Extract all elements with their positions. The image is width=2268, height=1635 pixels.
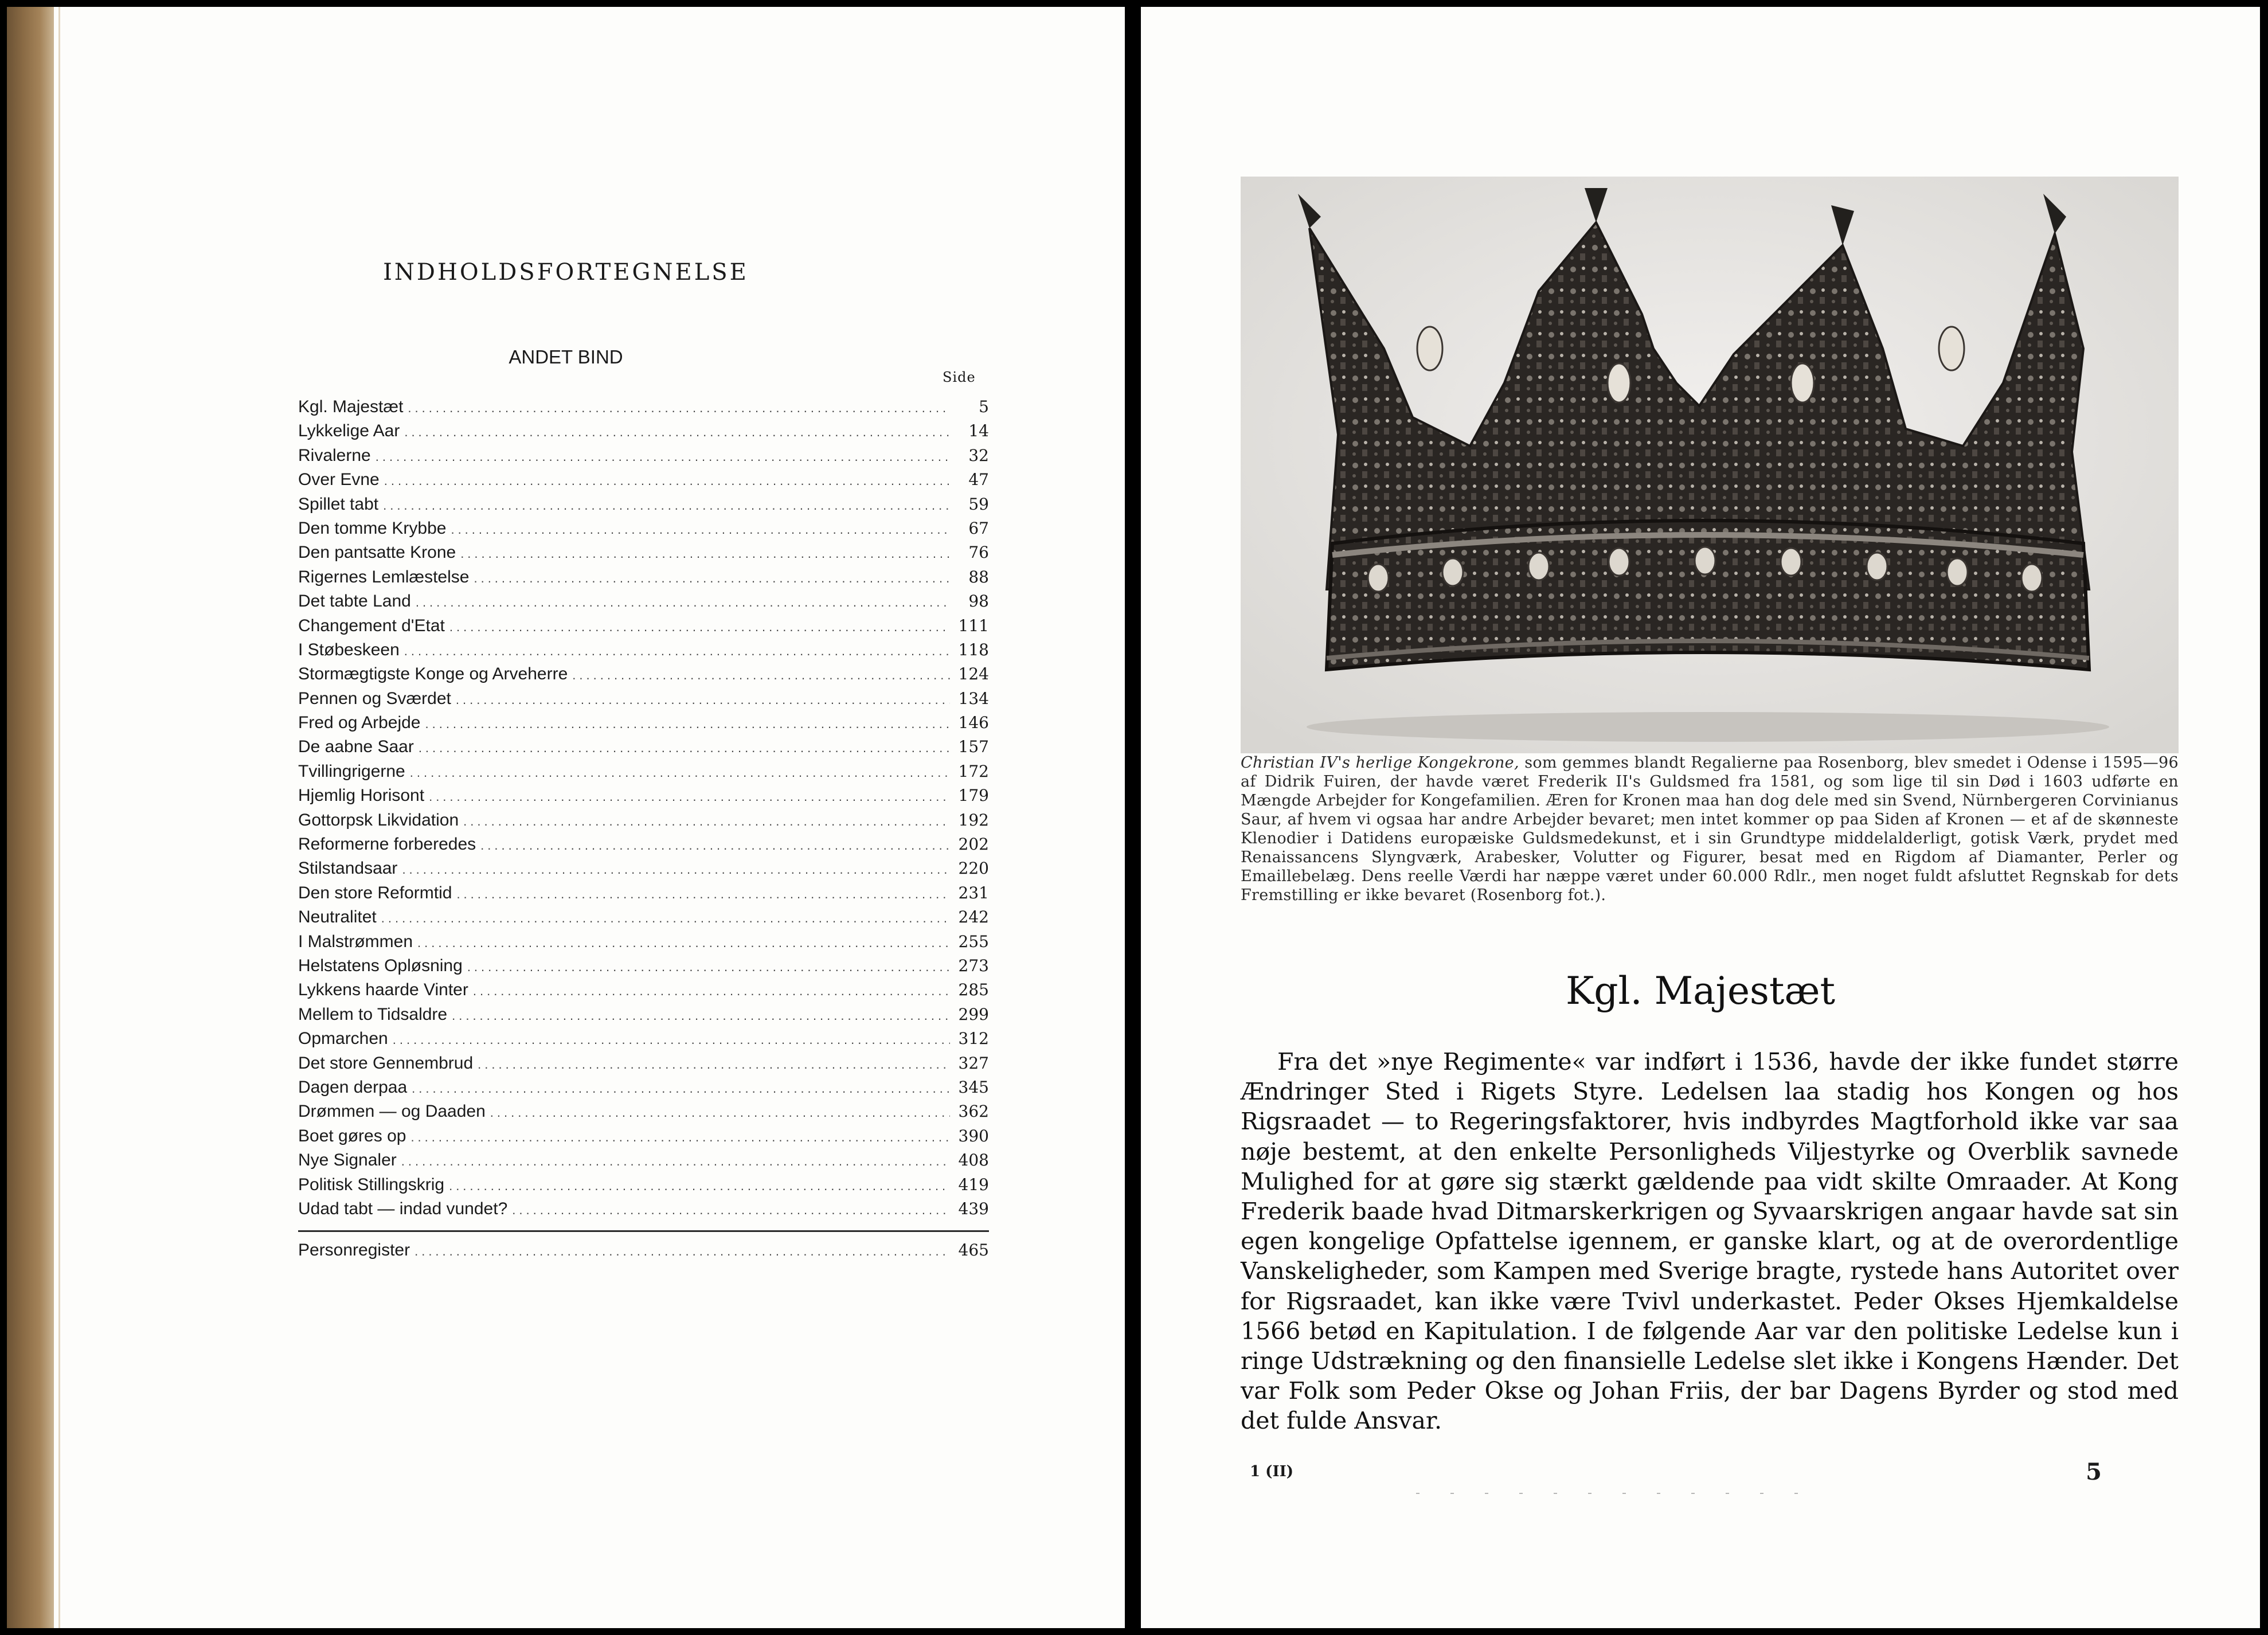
toc-entry: [298, 784, 989, 808]
toc-entry: [298, 517, 989, 541]
toc-entry-title: Helstatens Opløsning: [298, 956, 463, 975]
chapter-title: Kgl. Majestæt: [1565, 969, 1836, 1013]
toc-entry: [298, 881, 989, 905]
toc-entry: [298, 541, 989, 565]
toc-entry: [298, 954, 989, 978]
toc-entry-title: Stilstandsaar: [298, 859, 398, 878]
toc-entry: [298, 638, 989, 662]
toc-leader-dots: [452, 1004, 950, 1028]
caption-text: som gemmes blandt Regalierne paa Rosenborg, blev smedet i Odense i 1595—96 af Didrik Fuiren, der havde været Frederik II's Guldsmed fra 1581, og som lige til sin Død i 1603 udførte en Mængde Arbejder for Kongefamilien. Æren for Kronen maa han dog dele med sin Svend, Nürnbergeren Corvinianus Saur, af hvem vi ogsaa har andre Arbejder bevaret; men intet kommer op paa Siden af Kronen — et af de skønneste Klenodier i Datidens europæiske Guldsmedekunst, et i sin Grundtype middelalderligt, gotisk Værk, prydet med Renaissancens Slyngværk, Arabesker, Volutter og Figurer, besat med en Rigdom af Diamanter, Perler og Emaillebelæg. Dens reelle Værdi har næppe været under 60.000 Rdlr., men noget fuldt afsluttet Regnskab for dets Fremstilling er ikke bevaret (Rosenborg fot.).: [1241, 754, 2179, 904]
toc-entry-title: Lykkens haarde Vinter: [298, 980, 468, 1000]
toc-entry-page: 111: [958, 616, 989, 635]
bottom-marks: [1416, 1493, 1817, 1494]
toc-leader-dots: [480, 834, 950, 858]
toc-entry-title: Personregister: [298, 1241, 410, 1260]
toc-entry-title: Opmarchen: [298, 1029, 388, 1049]
toc-entry-page: 231: [958, 883, 989, 902]
toc-list: [298, 395, 989, 1221]
toc-entry: [298, 1100, 989, 1124]
page-number: 5: [2086, 1458, 2102, 1485]
toc-entry: [298, 905, 989, 929]
toc-leader-dots: [512, 1198, 950, 1222]
toc-leader-dots: [456, 882, 950, 906]
toc-leader-dots: [416, 590, 950, 615]
toc-leader-dots: [384, 469, 950, 493]
toc-entry: [298, 565, 989, 589]
toc-leader-dots: [490, 1101, 950, 1125]
toc-entry-page: 362: [958, 1102, 989, 1121]
toc-leader-dots: [404, 420, 950, 444]
toc-leader-dots: [425, 712, 950, 736]
toc-entry: [298, 589, 989, 613]
toc-leader-dots: [415, 1239, 950, 1264]
toc-entry-title: Nye Signaler: [298, 1151, 397, 1170]
toc-leader-dots: [410, 1125, 950, 1149]
toc-entry-title: Rivalerne: [298, 445, 371, 465]
toc-leader-dots: [410, 761, 950, 785]
toc-entry: [298, 492, 989, 517]
binding-edge: [58, 7, 60, 1628]
toc-entry: [298, 444, 989, 468]
toc-entry-page: 465: [958, 1241, 989, 1260]
toc-entry: [298, 614, 989, 638]
toc-entry-page: 439: [958, 1199, 989, 1218]
toc-entry-page: 255: [958, 932, 989, 951]
caption-italic: Christian IV's herlige Kongekrone,: [1241, 754, 1519, 772]
toc-entry-page: 59: [968, 494, 989, 514]
toc-entry-page: 327: [958, 1053, 989, 1073]
toc-leader-dots: [467, 955, 950, 979]
toc-entry: [298, 1027, 989, 1051]
toc-entry-title: Politisk Stillingskrig: [298, 1175, 445, 1194]
body-paragraph: Fra det »nye Regimente« var indført i 1536, havde der ikke fundet større Ændringer Sted i Rigets Styre. Ledelsen laa stadig hos Kongen og hos Rigsraadet — to Regeringsfaktorer, hvis indbyrdes Magtforhold ikke var saa nøje bestemt, at den enkelte Personligheds Viljestyrke og Overblik savnede Mulighed for at gøre sig stærkt gældende paa vidt skilte Omraader. At Kong Frederik baade hvad Ditmarskerkrigen og Syvaarskrigen angaar havde sat sin egen kongelige Opfattelse igennem, er ganske klart, og at de overordentlige Vanskeligheder, som Kampen med Sverige bragte, rystede hans Autoritet over for Rigsraadet, kan ikke være Tvivl underkastet. Peder Okses Hjemkaldelse 1566 betød en Kapitulation. I de følgende Aar var den politiske Ledelse kun i ringe Udstrækning og den finansielle Ledelse slet ikke i Kongens Hænder. Det var Folk som Peder Okse og Johan Friis, der bar Dagens Byrder og stod med det fulde Ansvar.: [1241, 1048, 2179, 1435]
toc-entry: [298, 1075, 989, 1100]
toc-leader-dots: [404, 639, 950, 663]
toc-entry-title: Udad tabt — indad vundet?: [298, 1199, 508, 1218]
left-page: [7, 7, 1125, 1628]
toc-divider: [298, 1230, 989, 1232]
toc-entry-page: 76: [968, 543, 989, 562]
toc-entry-page: 179: [958, 786, 989, 805]
toc-entry-title: Gottorpsk Likvidation: [298, 810, 459, 830]
toc-entry-title: Boet gøres op: [298, 1126, 406, 1145]
toc-leader-dots: [383, 494, 950, 518]
toc-entry-title: Mellem to Tidsaldre: [298, 1004, 448, 1024]
toc-entry-title: Det tabte Land: [298, 592, 411, 611]
toc-entry-title: Kgl. Majestæt: [298, 397, 404, 416]
toc-entry: [298, 735, 989, 759]
toc-entry-title: I Malstrømmen: [298, 932, 413, 951]
toc-entry-title: Fred og Arbejde: [298, 713, 421, 733]
toc-leader-dots: [401, 1149, 950, 1174]
toc-entry-page: 5: [979, 397, 989, 416]
toc-entry-title: I Støbeskeen: [298, 640, 400, 659]
toc-entry: [298, 468, 989, 492]
toc-leader-dots: [419, 736, 950, 760]
toc-entry: [298, 687, 989, 711]
toc-leader-dots: [449, 1174, 950, 1198]
toc-leader-dots: [408, 396, 950, 420]
toc-entry-page: 146: [958, 713, 989, 733]
toc-entry-title: Stormægtigste Konge og Arveherre: [298, 664, 568, 684]
toc-entry-title: Tvillingrigerne: [298, 761, 405, 781]
toc-entry-page: 88: [968, 567, 989, 586]
toc-entry-title: Lykkelige Aar: [298, 421, 400, 441]
toc-entry: [298, 978, 989, 1002]
toc-leader-dots: [456, 688, 950, 712]
toc-entry-title: Dagen derpaa: [298, 1077, 408, 1097]
toc-entry: [298, 856, 989, 881]
toc-entry-title: Drømmen — og Daaden: [298, 1102, 486, 1121]
toc-leader-dots: [429, 785, 950, 809]
toc-entry-page: 67: [968, 518, 989, 538]
toc-entry-title: Den tomme Krybbe: [298, 518, 447, 538]
toc-entry-page: 345: [958, 1077, 989, 1097]
toc-leader-dots: [412, 1077, 950, 1101]
toc-entry: [298, 662, 989, 686]
toc-entry-page: 202: [958, 835, 989, 854]
toc-entry-page: 285: [958, 980, 989, 1000]
crown-photograph: [1241, 177, 2179, 753]
toc-entry: [298, 760, 989, 784]
right-page: [1141, 7, 2260, 1628]
toc-entry: [298, 1173, 989, 1197]
toc-entry-page: 408: [958, 1151, 989, 1170]
toc-entry: [298, 1124, 989, 1148]
toc-entry: [298, 1148, 989, 1172]
photo-caption: [1241, 753, 2179, 905]
toc-entry: [298, 395, 989, 419]
book-binding: [7, 7, 54, 1628]
toc-entry-page: 419: [958, 1175, 989, 1194]
toc-leader-dots: [460, 542, 950, 566]
toc-entry-title: Pennen og Sværdet: [298, 689, 451, 708]
toc-leader-dots: [474, 566, 950, 590]
toc-entry-page: 134: [958, 689, 989, 708]
toc-leader-dots: [478, 1053, 950, 1077]
toc-entry-page: 47: [968, 470, 989, 490]
toc-subtitle: ANDET BIND: [509, 346, 623, 367]
toc-entry: [298, 930, 989, 954]
toc-entry-page: 172: [958, 761, 989, 781]
toc-entry-page: 299: [958, 1004, 989, 1024]
toc-entry-page: 98: [968, 592, 989, 611]
toc-entry-page: 32: [968, 445, 989, 465]
toc-entry-page: 390: [958, 1126, 989, 1145]
toc-leader-dots: [393, 1028, 950, 1052]
toc-entry-page: 242: [958, 908, 989, 927]
toc-entry: [298, 711, 989, 735]
toc-entry-title: Over Evne: [298, 470, 380, 490]
toc-entry-title: Rigernes Lemlæstelse: [298, 567, 470, 586]
toc-entry: [298, 1197, 989, 1221]
toc-entry-title: Den store Reformtid: [298, 883, 452, 902]
toc-leader-dots: [402, 858, 950, 882]
toc-entry: [298, 832, 989, 856]
toc-leader-dots: [449, 615, 950, 639]
printer-signature: 1 (II): [1250, 1463, 1294, 1480]
toc-entry: [298, 808, 989, 832]
toc-entry-title: Det store Gennembrud: [298, 1053, 474, 1073]
toc-entry-title: Reformerne forberedes: [298, 835, 476, 854]
toc-leader-dots: [381, 906, 950, 930]
toc-entry-page: 124: [958, 664, 989, 684]
toc-entry: [298, 1003, 989, 1027]
toc-register-entry: [298, 1238, 989, 1262]
toc-leader-dots: [572, 663, 950, 687]
toc-entry-page: 14: [968, 421, 989, 441]
toc-page-column-header: Side: [943, 369, 976, 385]
toc-entry-page: 192: [958, 810, 989, 830]
toc-leader-dots: [451, 518, 950, 542]
toc-entry-page: 118: [958, 640, 989, 659]
toc-entry-page: 220: [958, 859, 989, 878]
toc-leader-dots: [463, 809, 950, 834]
toc-entry: [298, 419, 989, 443]
toc-entry-page: 157: [958, 737, 989, 757]
toc-entry-title: Den pantsatte Krone: [298, 543, 456, 562]
toc-entry-page: 273: [958, 956, 989, 975]
chapter-body: [1241, 1047, 2179, 1436]
toc-entry: [298, 1051, 989, 1075]
toc-leader-dots: [376, 445, 950, 469]
toc-entry-title: Neutralitet: [298, 908, 377, 927]
toc-title: INDHOLDSFORTEGNELSE: [383, 259, 749, 285]
toc-entry-title: Spillet tabt: [298, 494, 379, 514]
toc-entry-page: 312: [958, 1029, 989, 1049]
toc-entry-title: De aabne Saar: [298, 737, 414, 757]
crown-image: [1241, 177, 2179, 753]
toc-leader-dots: [473, 979, 950, 1003]
toc-entry-title: Changement d'Etat: [298, 616, 445, 635]
toc-leader-dots: [417, 931, 950, 955]
toc-entry-title: Hjemlig Horisont: [298, 786, 425, 805]
